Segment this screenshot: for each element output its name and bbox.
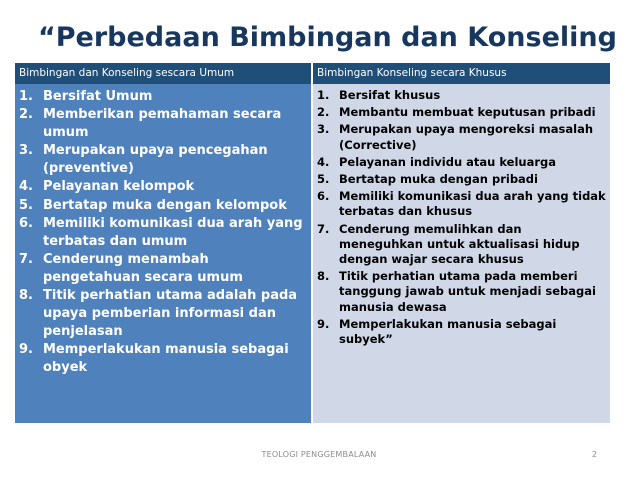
right-list-item <box>317 122 606 152</box>
item-text: Memiliki komunikasi dua arah yang tidak terbatas dan khusus <box>339 189 606 219</box>
item-text: Cenderung menambah pengetahuan secara umum <box>43 251 243 285</box>
item-text: Merupakan upaya mengoreksi masalah (Corrective) <box>339 122 594 152</box>
footer-text: TEOLOGI PENGGEMBALAAN <box>261 450 377 459</box>
item-number: 3. <box>317 122 330 137</box>
item-text: Titik perhatian utama adalah pada upaya pemberian informasi dan penjelasan <box>43 288 298 340</box>
left-list-item <box>19 215 307 251</box>
left-list-item <box>19 287 307 341</box>
item-number: 4. <box>19 179 33 195</box>
right-list-item <box>317 222 606 268</box>
right-list-item <box>317 269 606 315</box>
item-number: 5. <box>19 197 33 213</box>
right-list-item <box>317 189 606 219</box>
item-number: 6. <box>317 189 330 204</box>
right-item-list <box>317 88 606 347</box>
item-text: Pelayanan kelompok <box>43 179 195 195</box>
left-column-header: Bimbingan dan Konseling sescara Umum <box>15 63 313 84</box>
item-number: 7. <box>19 251 33 267</box>
item-text: Pelayanan individu atau keluarga <box>339 154 557 169</box>
item-number: 9. <box>19 342 33 358</box>
item-number: 9. <box>317 316 330 331</box>
left-list-item <box>19 106 307 142</box>
item-number: 6. <box>19 215 33 231</box>
item-text: Bersifat khusus <box>339 88 441 102</box>
item-text: Bertatap muka dengan kelompok <box>43 197 287 213</box>
left-list-item <box>19 251 307 287</box>
item-number: 2. <box>317 105 330 120</box>
item-text: Memperlakukan manusia sebagai subyek” <box>339 316 557 347</box>
left-list-item <box>19 88 307 106</box>
left-list-item <box>19 178 307 196</box>
left-list-item <box>19 142 307 178</box>
item-text: Bertatap muka dengan pribadi <box>339 172 538 187</box>
item-number: 7. <box>317 221 330 236</box>
right-list-item <box>317 172 606 187</box>
item-number: 3. <box>19 143 33 159</box>
item-text: Bersifat Umum <box>43 89 153 104</box>
right-list-item <box>317 317 606 347</box>
item-number: 4. <box>317 154 330 169</box>
right-list-item <box>317 155 606 170</box>
item-text: Cenderung memulihkan dan meneguhkan untuk aktualisasi hidup dengan wajar secara khusus <box>339 221 580 267</box>
left-item-list <box>19 88 307 378</box>
right-column-body <box>313 84 610 423</box>
item-number: 8. <box>317 269 330 284</box>
item-text: Memperlakukan manusia sebagai obyek <box>43 342 289 376</box>
item-text: Memiliki komunikasi dua arah yang terbatas dan umum <box>43 215 303 249</box>
item-number: 8. <box>19 288 33 304</box>
item-text: Membantu membuat keputusan pribadi <box>339 105 596 120</box>
comparison-table <box>15 63 610 423</box>
item-number: 2. <box>19 107 33 123</box>
item-text: Merupakan upaya pencegahan (preventive) <box>43 143 268 177</box>
right-list-item <box>317 105 606 120</box>
item-text: Memberikan pemahaman secara umum <box>43 107 282 141</box>
page-number: 2 <box>592 450 598 459</box>
left-list-item <box>19 341 307 377</box>
right-list-item <box>317 88 606 103</box>
item-number: 5. <box>317 172 330 187</box>
left-list-item <box>19 197 307 215</box>
item-text: Titik perhatian utama pada memberi tanggung jawab untuk menjadi sebagai manusia dewasa <box>339 269 596 314</box>
left-column-body <box>15 84 313 423</box>
item-number: 1. <box>317 88 330 102</box>
item-number: 1. <box>19 89 33 104</box>
slide-title: “Perbedaan Bimbingan dan Konseling <box>38 22 617 53</box>
right-column-header: Bimbingan Konseling secara Khusus <box>313 63 610 84</box>
